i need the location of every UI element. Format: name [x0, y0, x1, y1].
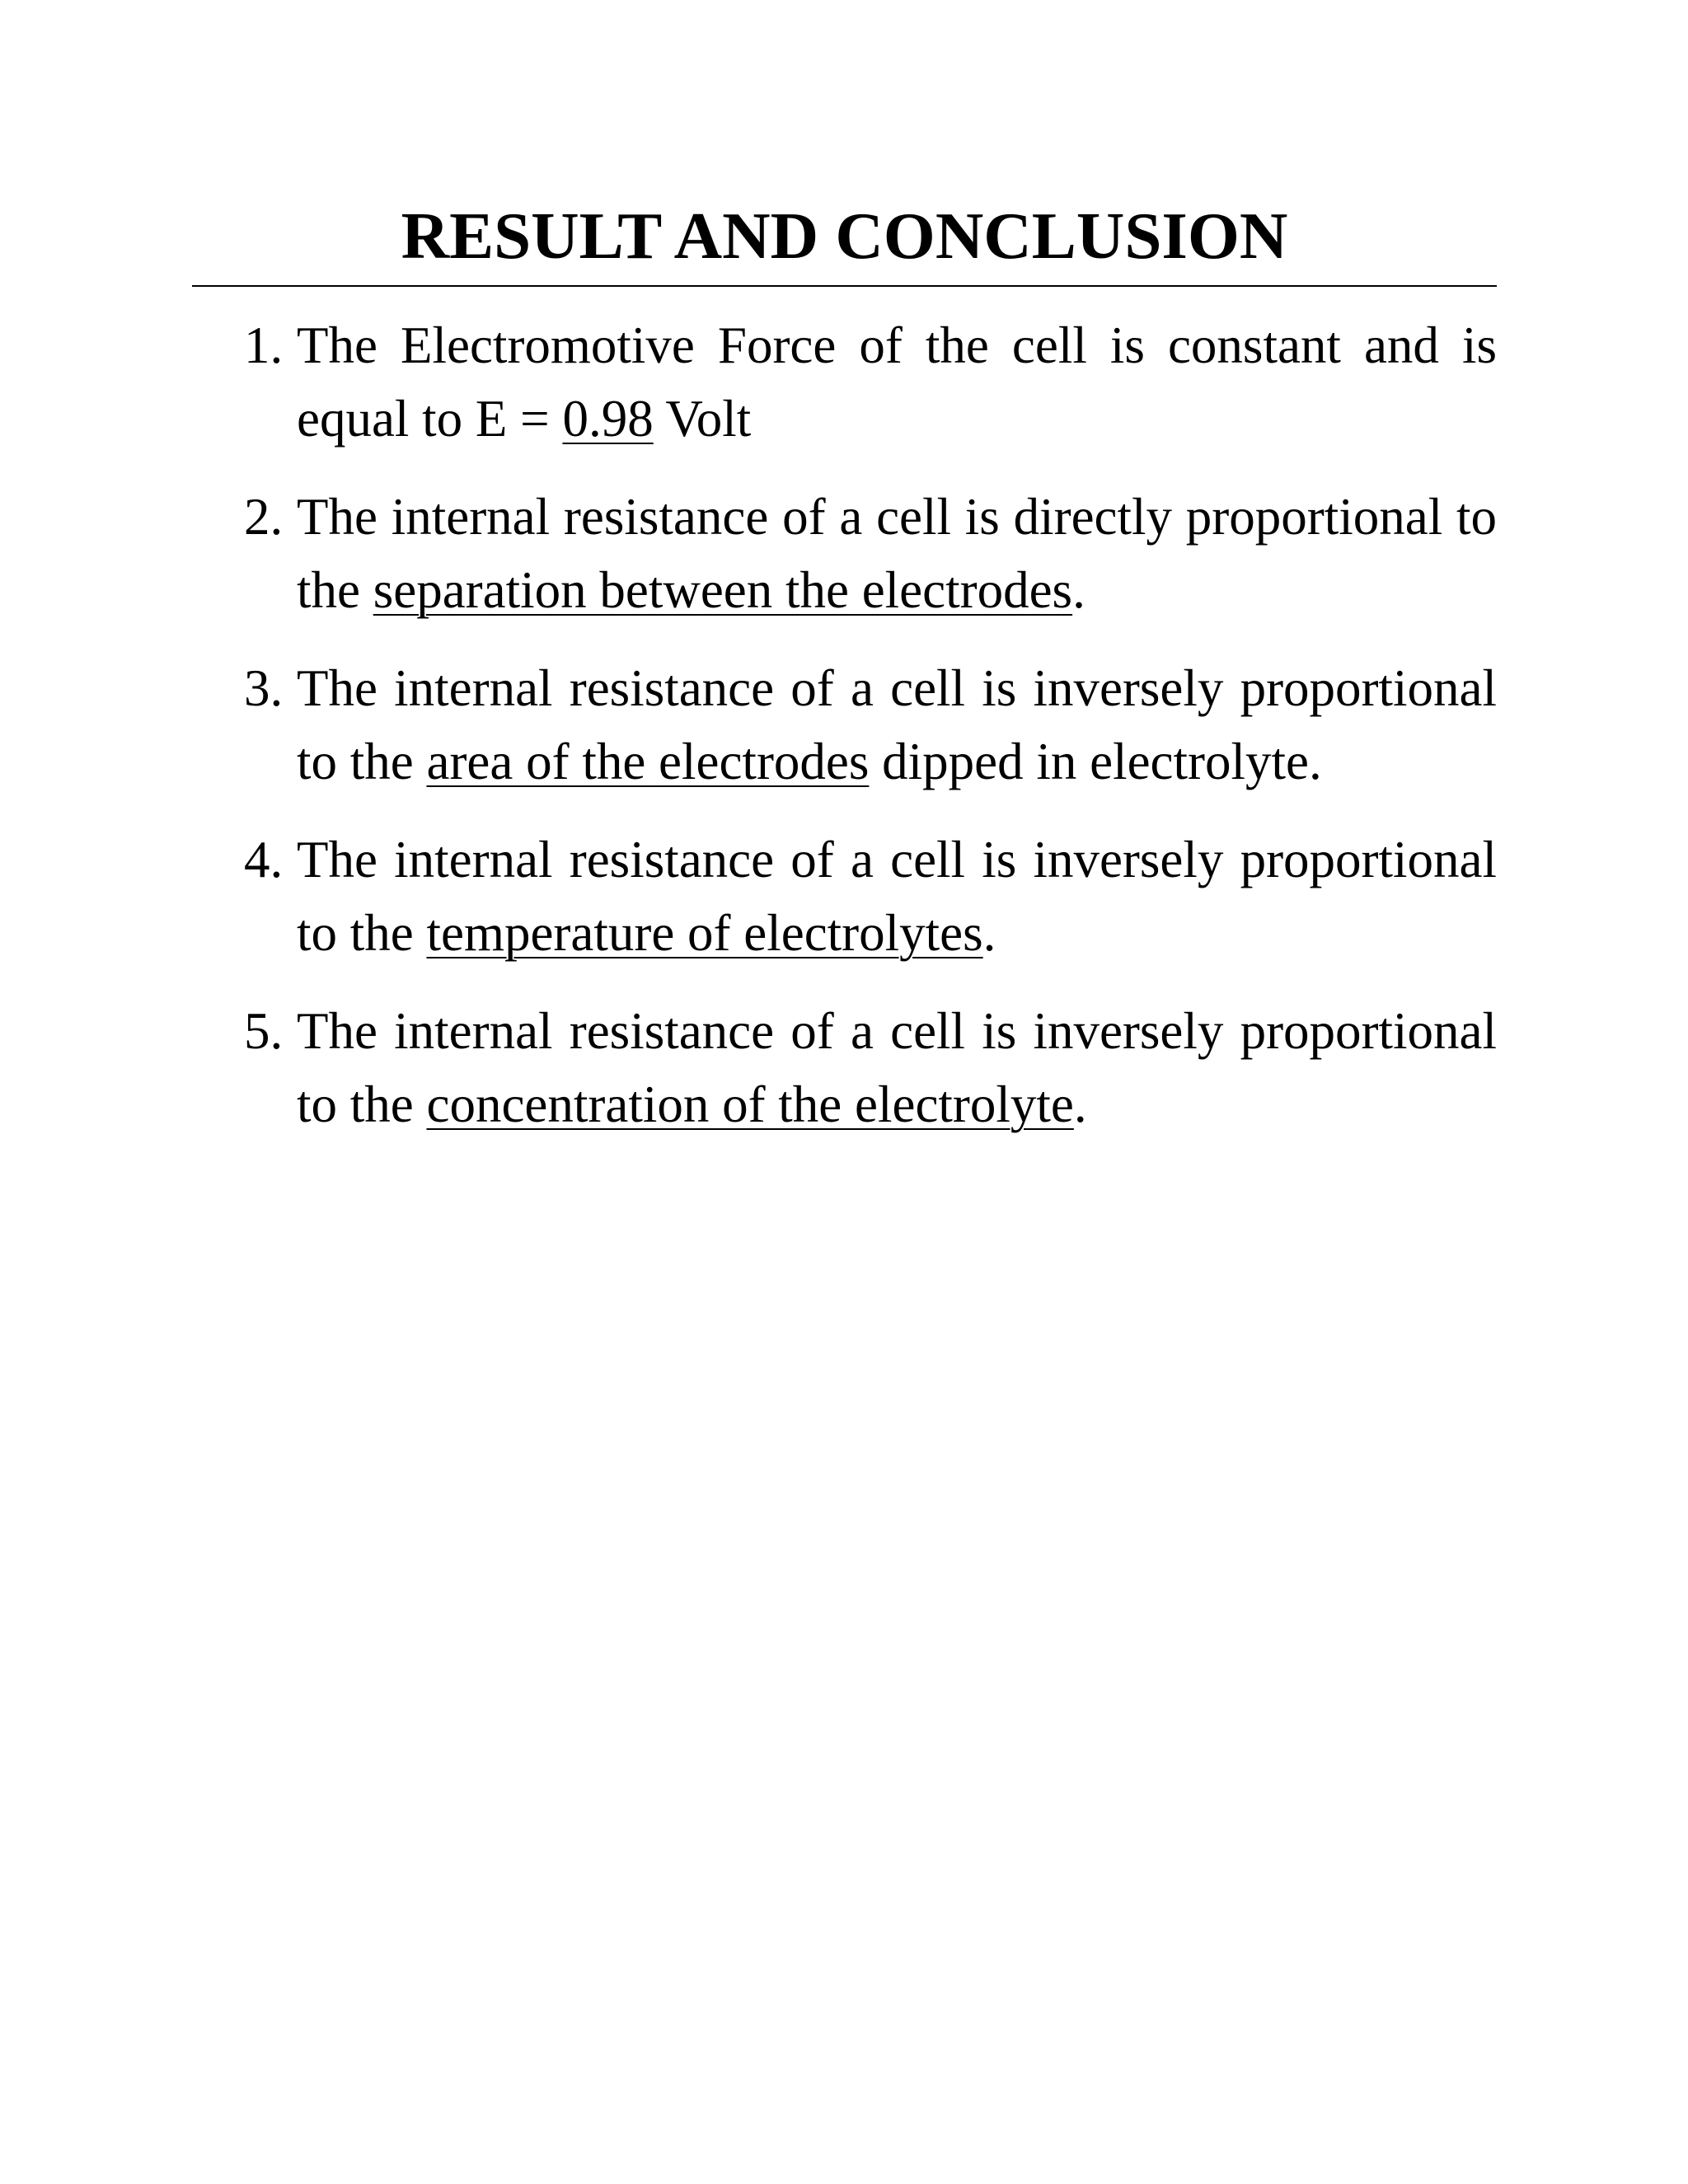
item-underlined-phrase: temperature of electrolytes	[426, 904, 983, 962]
list-item	[244, 309, 1497, 456]
item-underlined-phrase: area of the electrodes	[426, 733, 870, 790]
item-text: The internal resistance of a cell is inversely proportional to the	[297, 1002, 1497, 1133]
item-text-end: .	[982, 904, 996, 962]
item-number: 2.	[244, 488, 284, 546]
item-underlined-phrase: concentration of the electrolyte	[426, 1076, 1074, 1133]
item-text-end: dipped in electrolyte.	[869, 733, 1322, 790]
item-number: 4.	[244, 831, 284, 888]
item-number: 1.	[244, 316, 284, 374]
list-item	[244, 480, 1497, 627]
item-text: The internal resistance of a cell is inversely proportional to the	[297, 831, 1497, 962]
list-item	[244, 652, 1497, 799]
item-text-end: .	[1073, 1076, 1087, 1133]
list-item	[244, 995, 1497, 1141]
item-underlined-value: 0.98	[562, 390, 654, 448]
item-text: The Electromotive Force of the cell is constant and is equal to E =	[297, 316, 1497, 448]
list-item	[244, 823, 1497, 970]
item-text-end: Volt	[653, 390, 752, 448]
item-text: The internal resistance of a cell is directly proportional to the	[297, 488, 1497, 619]
item-text-end: .	[1072, 561, 1085, 619]
item-underlined-phrase: separation between the electrodes	[373, 561, 1073, 619]
conclusion-list	[244, 309, 1497, 1141]
item-text: The internal resistance of a cell is inversely proportional to the	[297, 659, 1497, 790]
page-title: RESULT AND CONCLUSION	[401, 199, 1288, 273]
item-number: 5.	[244, 1002, 284, 1060]
title-divider	[192, 285, 1497, 287]
item-number: 3.	[244, 659, 284, 717]
